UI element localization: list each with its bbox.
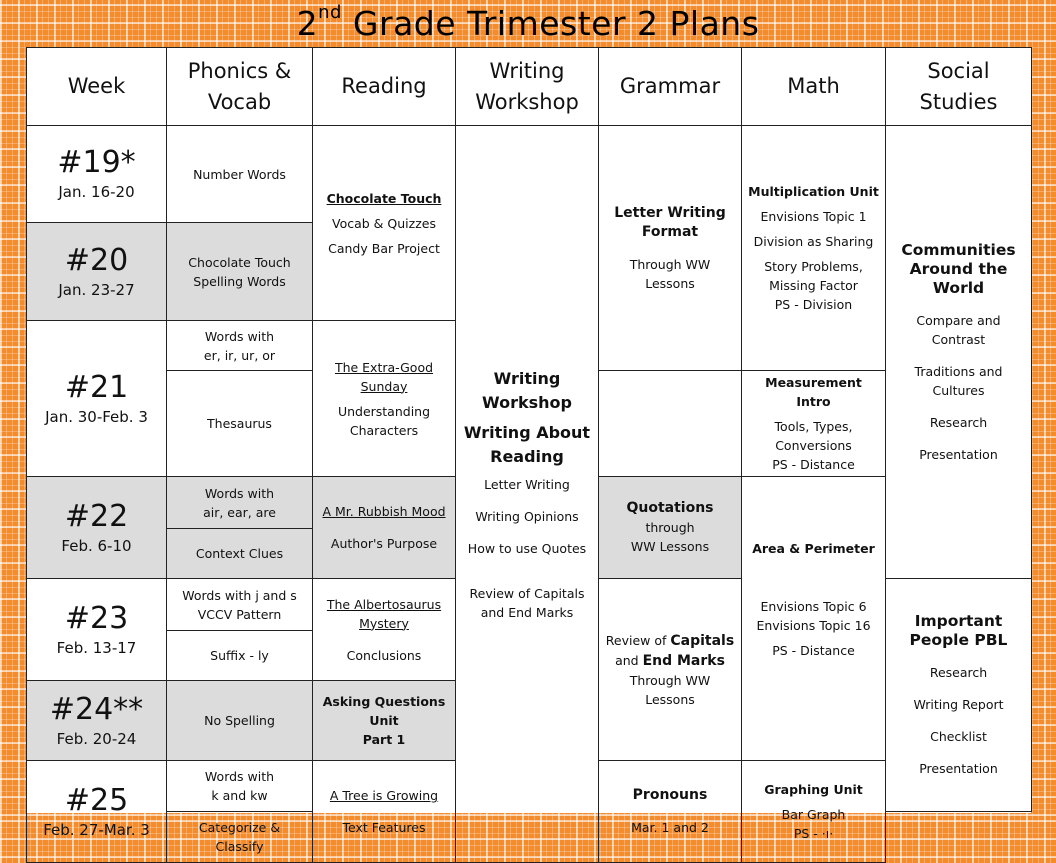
week-cell: #19* Jan. 16-20 [27,126,167,223]
reading-cell: The Extra-Good Sunday Understanding Characters [313,321,456,477]
plans-sheet [26,47,1031,854]
reading-cell: The Albertosaurus Mystery Conclusions [313,579,456,681]
grammar-cell: Quotations through WW Lessons [599,477,742,579]
social-cell: Important People PBL Research Writing Report Checklist Presentation [886,579,1032,812]
plans-table [26,47,1032,863]
writing-cell: Writing Workshop Writing About Reading Letter Writing Writing Opinions How to use Quotes Review of Capitals and End Marks [456,126,599,863]
phonics-cell: Words with k and kw [167,761,313,812]
phonics-cell: Number Words [167,126,313,223]
header-reading: Reading [313,48,456,126]
week-cell: #24** Feb. 20-24 [27,681,167,761]
phonics-cell: No Spelling [167,681,313,761]
phonics-cell: Words with air, ear, are [167,477,313,529]
week-cell: #21 Jan. 30-Feb. 3 [27,321,167,477]
grammar-cell: Letter Writing Format Through WW Lessons [599,126,742,371]
grammar-cell: Pronouns Mar. 1 and 2 [599,761,742,863]
phonics-cell: Words with er, ir, ur, or [167,321,313,371]
reading-cell: Chocolate Touch Vocab & Quizzes Candy Bar Project [313,126,456,321]
page-title: 2nd Grade Trimester 2 Plans [296,2,760,43]
header-row [27,48,1032,126]
grammar-cell: Review of Capitals and End Marks Through WW Lessons [599,579,742,761]
phonics-cell: Categorize & Classify [167,812,313,863]
week-cell: #22 Feb. 6-10 [27,477,167,579]
week-cell: #20 Jan. 23-27 [27,223,167,321]
header-writing: Writing Workshop [456,48,599,126]
math-cell: Multiplication Unit Envisions Topic 1 Division as Sharing Story Problems, Missing Factor PS - Division [742,126,886,371]
reading-cell: A Tree is Growing Text Features [313,761,456,863]
header-math: Math [742,48,886,126]
header-grammar: Grammar [599,48,742,126]
reading-cell: Asking Questions Unit Part 1 [313,681,456,761]
phonics-cell: Chocolate Touch Spelling Words [167,223,313,321]
reading-cell: A Mr. Rubbish Mood Author's Purpose [313,477,456,579]
math-cell: Area & Perimeter Envisions Topic 6 Envisions Topic 16 PS - Distance [742,477,886,761]
week-cell: #23 Feb. 13-17 [27,579,167,681]
math-cell: Measurement Intro Tools, Types, Conversions PS - Distance [742,371,886,477]
header-week: Week [27,48,167,126]
phonics-cell: Thesaurus [167,371,313,477]
math-cell: Graphing Unit Bar Graph PS - ·ı· [742,761,886,863]
grammar-cell [599,371,742,477]
phonics-cell: Words with j and s VCCV Pattern [167,579,313,631]
phonics-cell: Suffix - ly [167,631,313,681]
header-social: Social Studies [886,48,1032,126]
header-phonics: Phonics & Vocab [167,48,313,126]
phonics-cell: Context Clues [167,529,313,579]
social-cell: Communities Around the World Compare and Contrast Traditions and Cultures Research Presentation [886,126,1032,579]
week-cell: #25 Feb. 27-Mar. 3 [27,761,167,863]
table-row [27,126,1032,223]
